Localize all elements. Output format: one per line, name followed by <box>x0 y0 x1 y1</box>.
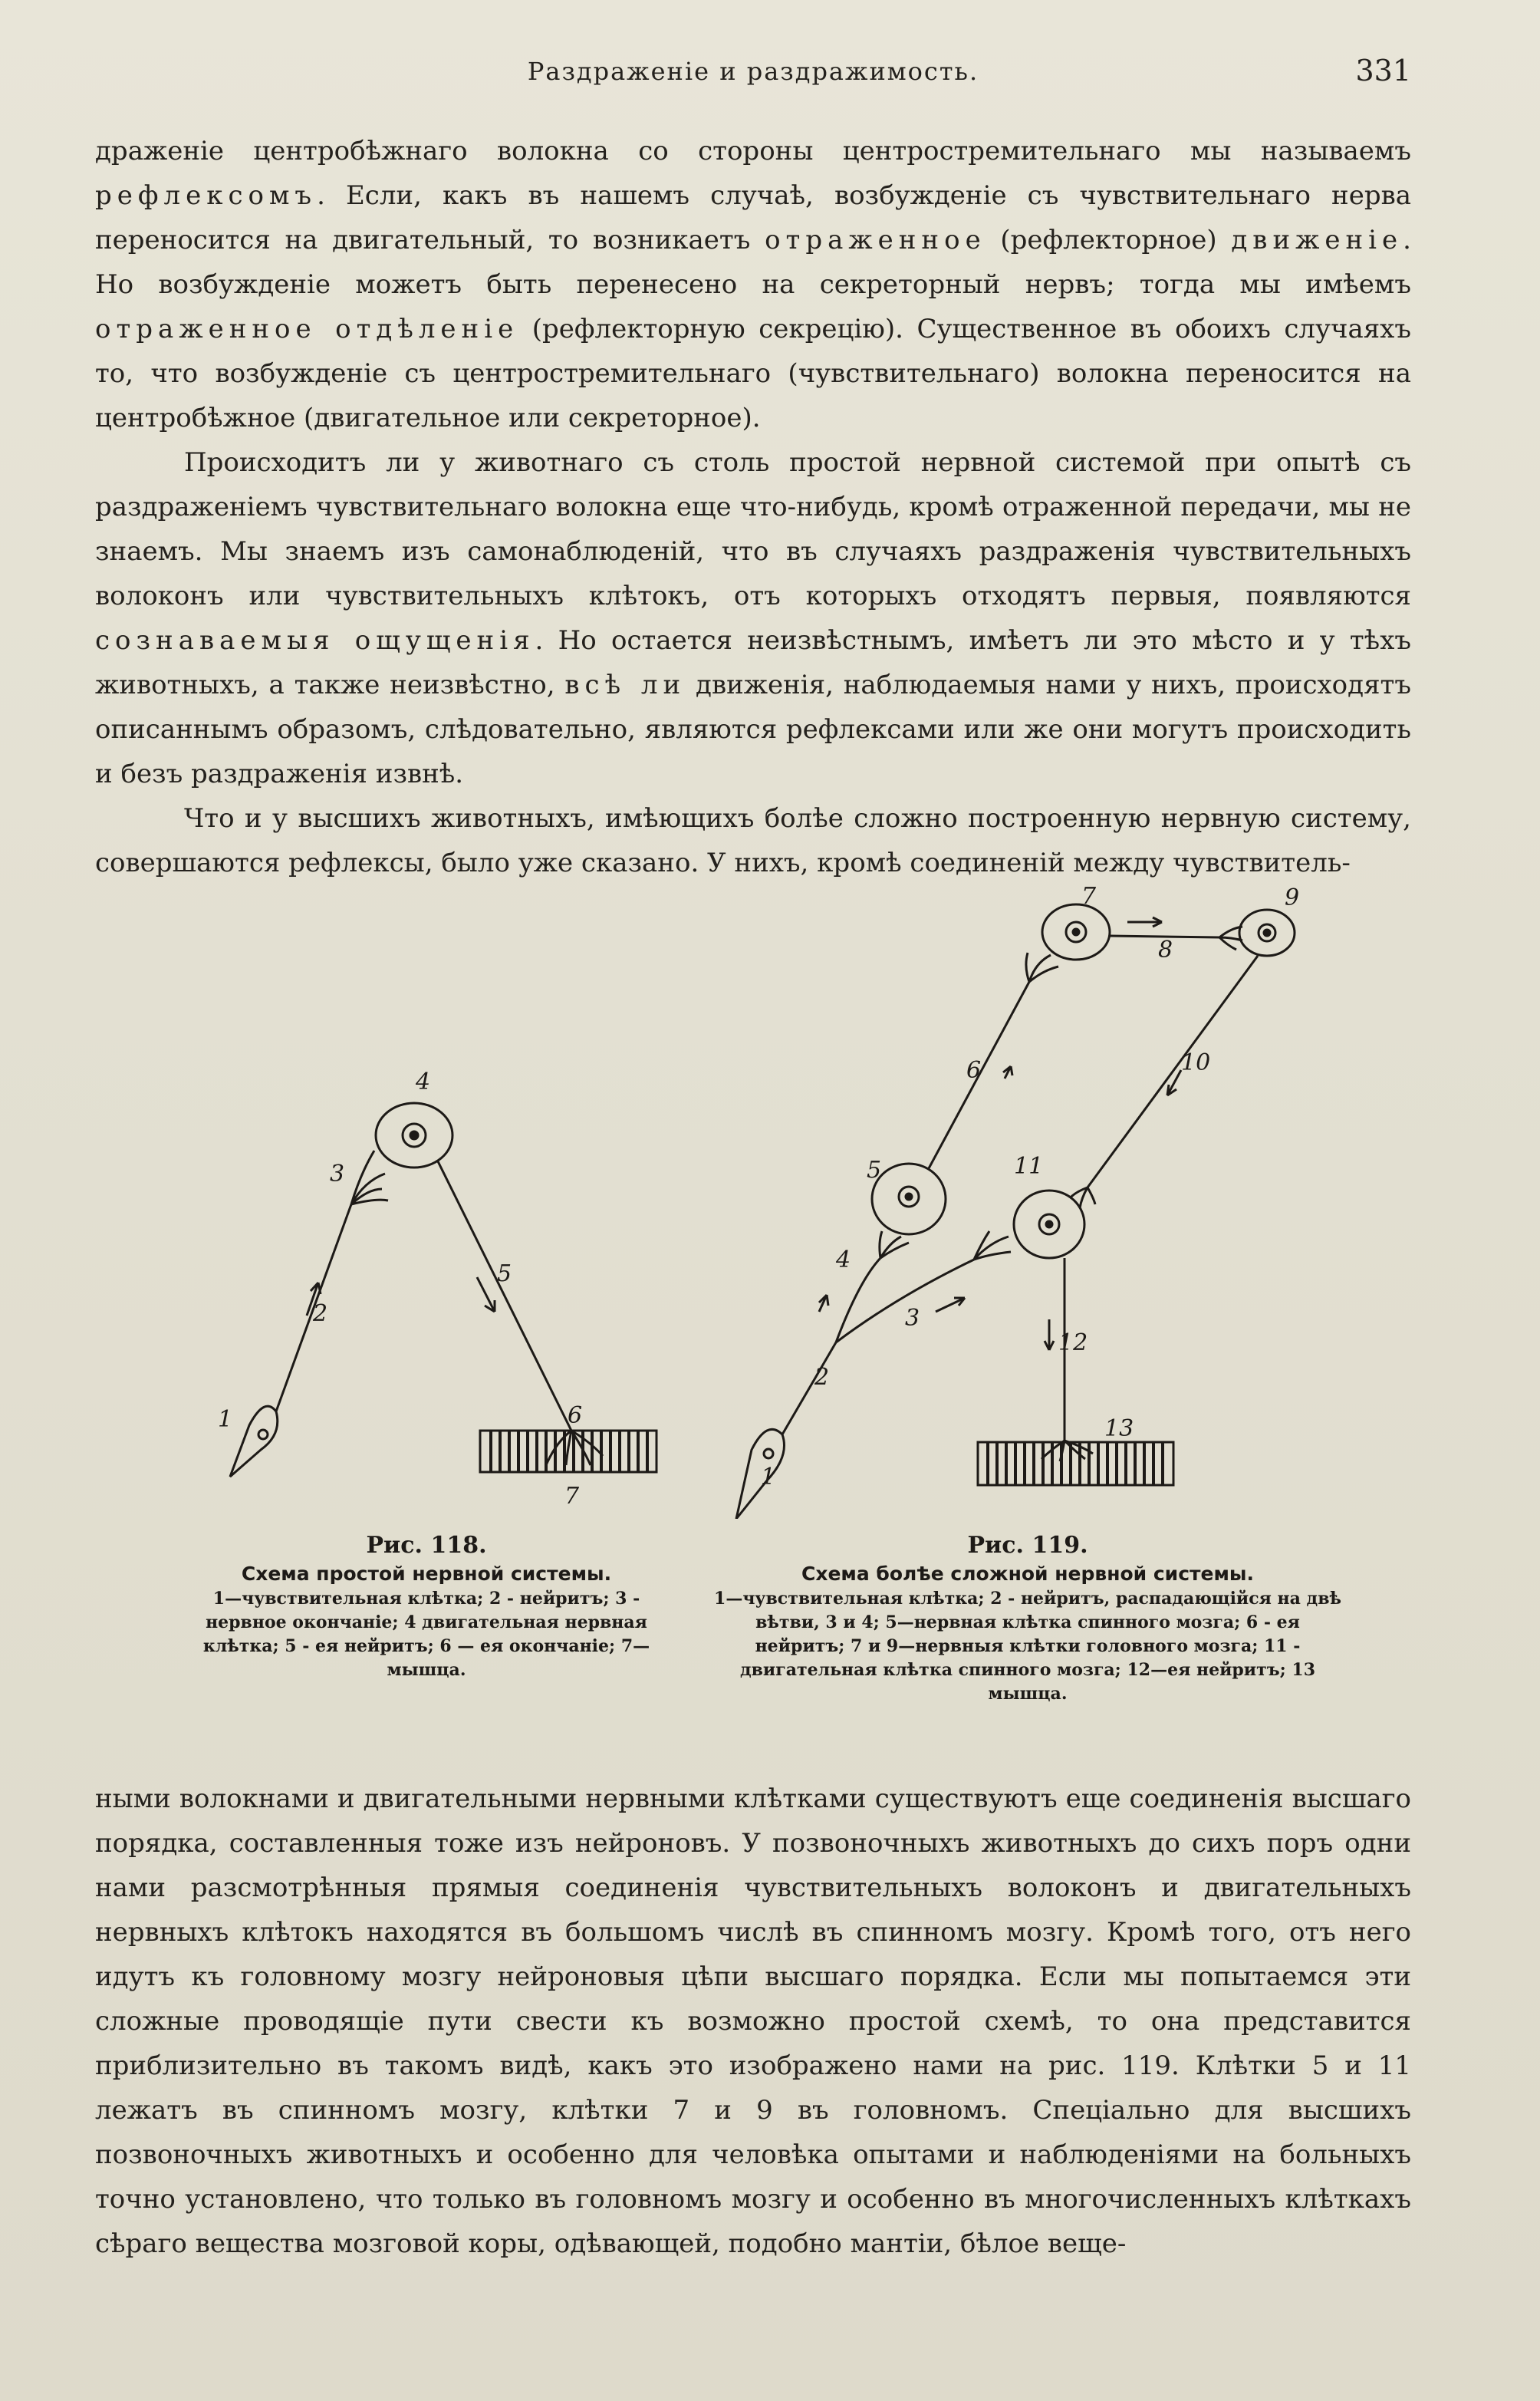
figure-label: 8 <box>1158 937 1173 963</box>
figure-label: 7 <box>564 1483 580 1510</box>
figure-title: Схема простой нервной системы. <box>241 1563 612 1585</box>
muscle <box>978 1442 1173 1485</box>
figure-label: 1 <box>761 1464 776 1490</box>
figure-118-caption <box>181 1530 672 1682</box>
figure-118-diagram <box>207 1059 683 1519</box>
body-text-bottom <box>95 1777 1411 2266</box>
paragraph: Что и у высшихъ животныхъ, имѣющихъ болѣе сложно построенную нервную систему, совершаются рефлексы, было уже сказано. У нихъ, кромѣ соединеній между чувствитель- <box>95 803 1411 878</box>
figure-label: 6 <box>568 1402 583 1429</box>
figure-number: Рис. 119. <box>967 1532 1088 1559</box>
paragraph: ными волокнами и двигательными нервными клѣтками существуютъ еще соединенія высшаго порядка, составленныя тоже изъ нейроновъ. У позвоночныхъ животныхъ до сихъ поръ одни нами разсмотрѣнныя прямыя соединенія чувствительныхъ волоконъ и двигательныхъ нервныхъ клѣтокъ находятся въ большомъ числѣ въ спинномъ мозгу. Кромѣ того, отъ него идутъ къ головному мозгу нейроновыя цѣпи высшаго порядка. Если мы попытаемся эти сложные проводящіе пути свести къ возможно простой схемѣ, то она представится приблизительно въ такомъ видѣ, какъ это изображено нами на рис. 119. Клѣтки 5 и 11 лежатъ въ спинномъ мозгу, клѣтки 7 и 9 въ головномъ. Спеціально для высшихъ позвоночныхъ животныхъ и особенно для человѣка опытами и наблюденіями на больныхъ точно установлено, что только въ головномъ мозгу и особенно въ многочисленныхъ клѣткахъ сѣраго вещества мозговой коры, одѣвающей, подобно мантіи, бѣлое веще- <box>95 1783 1411 2259</box>
emphasis: движеніе <box>1231 225 1403 255</box>
figure-119-caption <box>713 1530 1342 1706</box>
figure-label: 5 <box>867 1157 882 1184</box>
figure-label: 13 <box>1104 1415 1134 1442</box>
figure-number: Рис. 118. <box>366 1532 487 1559</box>
page-number: 331 <box>1355 54 1411 87</box>
figure-label: 3 <box>330 1161 345 1187</box>
figure-label: 10 <box>1181 1049 1211 1076</box>
figure-label: 6 <box>966 1057 982 1084</box>
figure-label: 12 <box>1058 1329 1088 1356</box>
figure-label: 4 <box>836 1247 851 1273</box>
emphasis: сознаваемыя ощущенія <box>95 625 535 656</box>
figure-label: 4 <box>416 1069 431 1095</box>
figure-label: 9 <box>1285 884 1300 911</box>
figure-label: 5 <box>497 1260 512 1287</box>
paragraph: драженіе центробѣжнаго волокна со стороны центростремительнаго мы называемъ рефлексомъ. Если, какъ въ нашемъ случаѣ, возбужденіе съ чувствительнаго нерва переносится на двигательный, то возникаетъ отраженное (рефлекторное) движеніе. Но возбужденіе можетъ быть перенесено на секреторный нервъ; тогда мы имѣемъ отраженное отдѣленіе (рефлекторную секрецію). Существенное въ обоихъ случаяхъ то, что возбужденіе съ центростремительнаго (чувствительнаго) волокна переносится на центробѣжное (двигательное или секреторное). <box>95 136 1411 433</box>
figure-label: 7 <box>1081 883 1097 910</box>
running-title: Раздраженіе и раздражимость. <box>527 57 979 86</box>
emphasis: рефлексомъ <box>95 180 318 211</box>
emphasis: всѣ ли <box>564 670 686 700</box>
figure-legend: 1—чувствительная клѣтка; 2 - нейритъ; 3 - нервное окончаніе; 4 двигательная нервная клѣтка; 5 - ея нейритъ; 6 — ея окончаніе; 7—мышца. <box>202 1589 650 1680</box>
figure-label: 2 <box>814 1364 830 1391</box>
figure-label: 2 <box>313 1300 328 1327</box>
emphasis: отраженное <box>765 225 986 255</box>
paragraph: Происходитъ ли у животнаго съ столь простой нервной системой при опытѣ съ раздраженіемъ чувствительнаго волокна еще что-нибудь, кромѣ отраженной передачи, мы не знаемъ. Мы знаемъ изъ самонаблюденій, что въ случаяхъ раздраженія чувствительныхъ волоконъ или чувствительныхъ клѣтокъ, отъ которыхъ отходятъ первыя, появляются сознаваемыя ощущенія. Но остается неизвѣстнымъ, имѣетъ ли это мѣсто и у тѣхъ животныхъ, а также неизвѣстно, всѣ ли движенія, наблюдаемыя нами у нихъ, происходятъ описаннымъ образомъ, слѣдовательно, являются рефлексами или же они могутъ происходить и безъ раздраженія извнѣ. <box>95 447 1411 789</box>
figure-title: Схема болѣе сложной нервной системы. <box>801 1563 1255 1585</box>
figure-label: 11 <box>1014 1153 1044 1180</box>
motor-neurite <box>437 1160 571 1431</box>
emphasis: отраженное отдѣленіе <box>95 314 519 344</box>
figure-label: 3 <box>905 1305 920 1332</box>
figure-label: 1 <box>218 1406 233 1433</box>
sensory-cell <box>230 1406 278 1477</box>
running-header <box>95 54 1411 94</box>
body-text-top <box>95 129 1411 885</box>
figure-legend: 1—чувствительная клѣтка; 2 - нейритъ, распадающійся на двѣ вѣтви, 3 и 4; 5—нервная клѣтка спинного мозга; 6 - ея нейритъ; 7 и 9—нервныя клѣтки головного мозга; 11 - двигательная клѣтка спинного мозга; 12—ея нейритъ; 13 мышца. <box>714 1589 1341 1704</box>
figure-119-diagram <box>721 882 1350 1519</box>
